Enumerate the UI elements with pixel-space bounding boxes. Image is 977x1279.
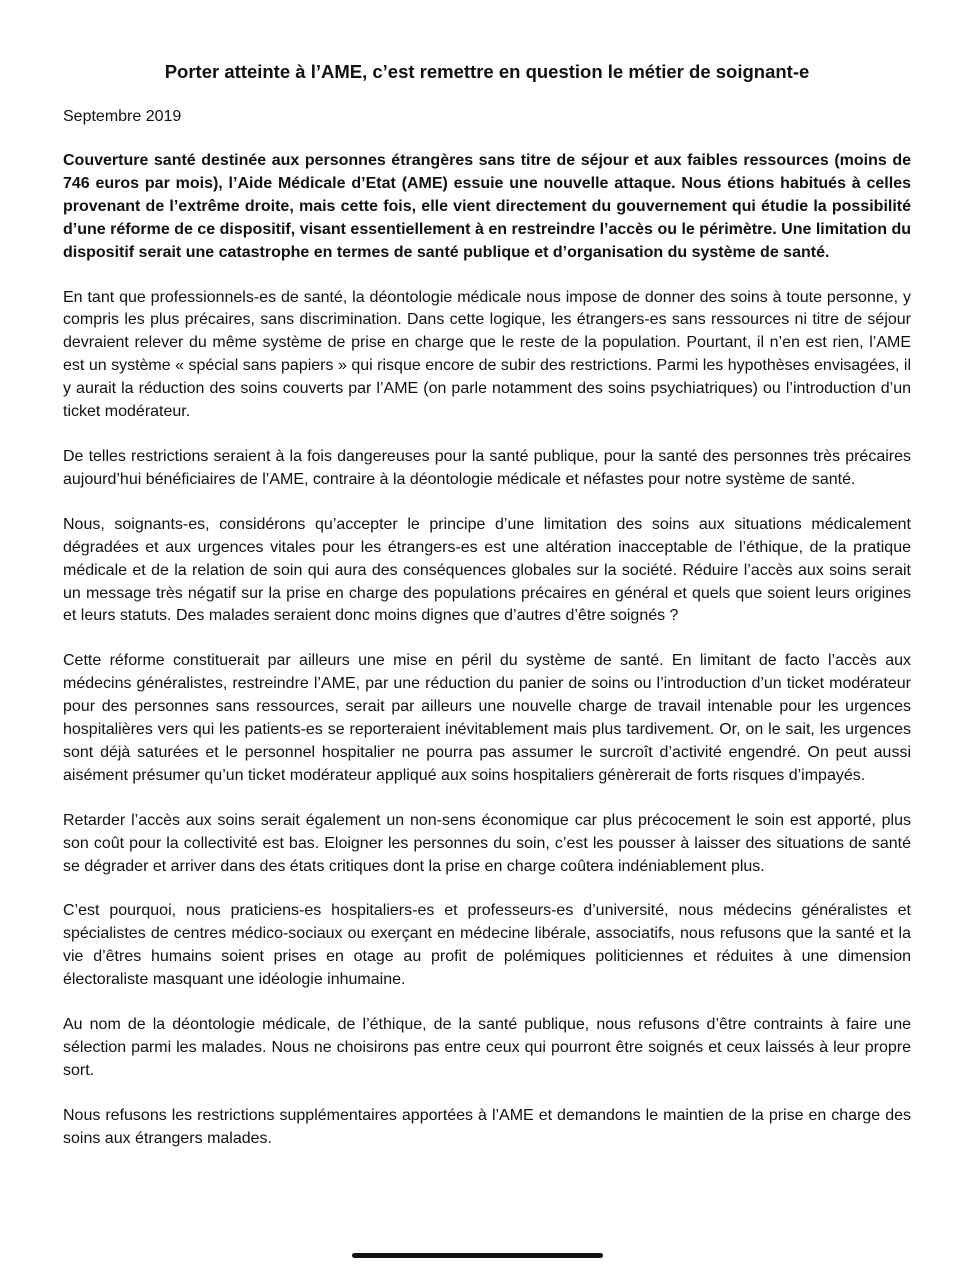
document-date: Septembre 2019 [63, 108, 182, 125]
body-paragraph-3: Nous, soignants-es, considérons qu’accepter le principe d’une limitation des soins aux situations médicalement dégradées et aux urgences vitales pour les étrangers-es est une altération inacceptable de l’éthique, de la pratique médicale et de la relation de soin qui aura des conséquences globales sur la société. Réduire l’accès aux soins serait un message très négatif sur la prise en charge des populations précaires en général et quels que soient leurs origines et leurs statuts. Des malades seraient donc moins dignes que d’autres d’être soignés ? [63, 515, 911, 625]
body-paragraph-7: Au nom de la déontologie médicale, de l’éthique, de la santé publique, nous refusons d’être contraints à faire une sélection parmi les malades. Nous ne choisirons pas entre ceux qui pourront être soignés et ceux laissés à leur propre sort. [63, 1016, 911, 1079]
body-paragraph-1: En tant que professionnels-es de santé, la déontologie médicale nous impose de donner des soins à toute personne, y compris les plus précaires, sans discrimination. Dans cette logique, les étrangers-es sans ressources ni titre de séjour devraient relever du même système de prise en charge que le reste de la population. Pourtant, il n’en est rien, l’AME est un système « spécial sans papiers » qui risque encore de subir des restrictions. Parmi les hypothèses envisagées, il y aurait la réduction des soins couverts par l’AME (on parle notamment des soins psychiatriques) ou l’introduction d’un ticket modérateur. [63, 288, 911, 421]
body-paragraph-8: Nous refusons les restrictions supplémentaires apportées à l’AME et demandons le maintien de la prise en charge des soins aux étrangers malades. [63, 1106, 911, 1147]
body-paragraph-4: Cette réforme constituerait par ailleurs une mise en péril du système de santé. En limitant de facto l’accès aux médecins généralistes, restreindre l’AME, par une réduction du panier de soins ou l’introduction d’un ticket modérateur pour des personnes sans ressources, serait par ailleurs une nouvelle charge de travail intenable pour les urgences hospitalières vers qui les patients-es se reporteraient inévitablement mais plus tardivement. Or, on le sait, les urgences sont déjà saturées et le personnel hospitalier ne pourra pas assumer le surcroît d’activité engendré. On peut aussi aisément présumer qu’un ticket modérateur appliqué aux soins hospitaliers génèrerait de forts risques d’impayés. [63, 652, 911, 784]
document-page [63, 0, 911, 1151]
document-title: Porter atteinte à l’AME, c’est remettre en question le métier de soignant-e [164, 61, 810, 82]
body-paragraph-2: De telles restrictions seraient à la fois dangereuses pour la santé publique, pour la santé des personnes très précaires aujourd’hui bénéficiaires de l’AME, contraire à la déontologie médicale et néfastes pour notre système de santé. [63, 447, 911, 488]
home-indicator-bar[interactable] [352, 1253, 603, 1258]
body-paragraph-5: Retarder l’accès aux soins serait également un non-sens économique car plus précocement le soin est apporté, plus son coût pour la collectivité est bas. Eloigner les personnes du soin, c’est les pousser à laisser des situations de santé se dégrader et arriver dans des états critiques dont la prise en charge coûtera indéniablement plus. [63, 811, 911, 875]
intro-paragraph: Couverture santé destinée aux personnes étrangères sans titre de séjour et aux faibles ressources (moins de 746 euros par mois), l’Aide Médicale d’Etat (AME) essuie une nouvelle attaque. Nous étions habitués à celles provenant de l’extrême droite, mais cette fois, elle vient directement du gouvernement qui étudie la possibilité d’une réforme de ce dispositif, visant essentiellement à en restreindre l’accès ou le périmètre. Une limitation du dispositif serait une catastrophe en termes de santé publique et d’organisation du système de santé. [63, 152, 911, 261]
body-paragraph-6: C’est pourquoi, nous praticiens-es hospitaliers-es et professeurs-es d’université, nous médecins généralistes et spécialistes de centres médico-sociaux ou exerçant en médecine libérale, associatifs, nous refusons que la santé et la vie d’êtres humains soient prises en otage au profit de polémiques politiciennes et réduites à une dimension électoraliste masquant une idéologie inhumaine. [63, 902, 911, 989]
